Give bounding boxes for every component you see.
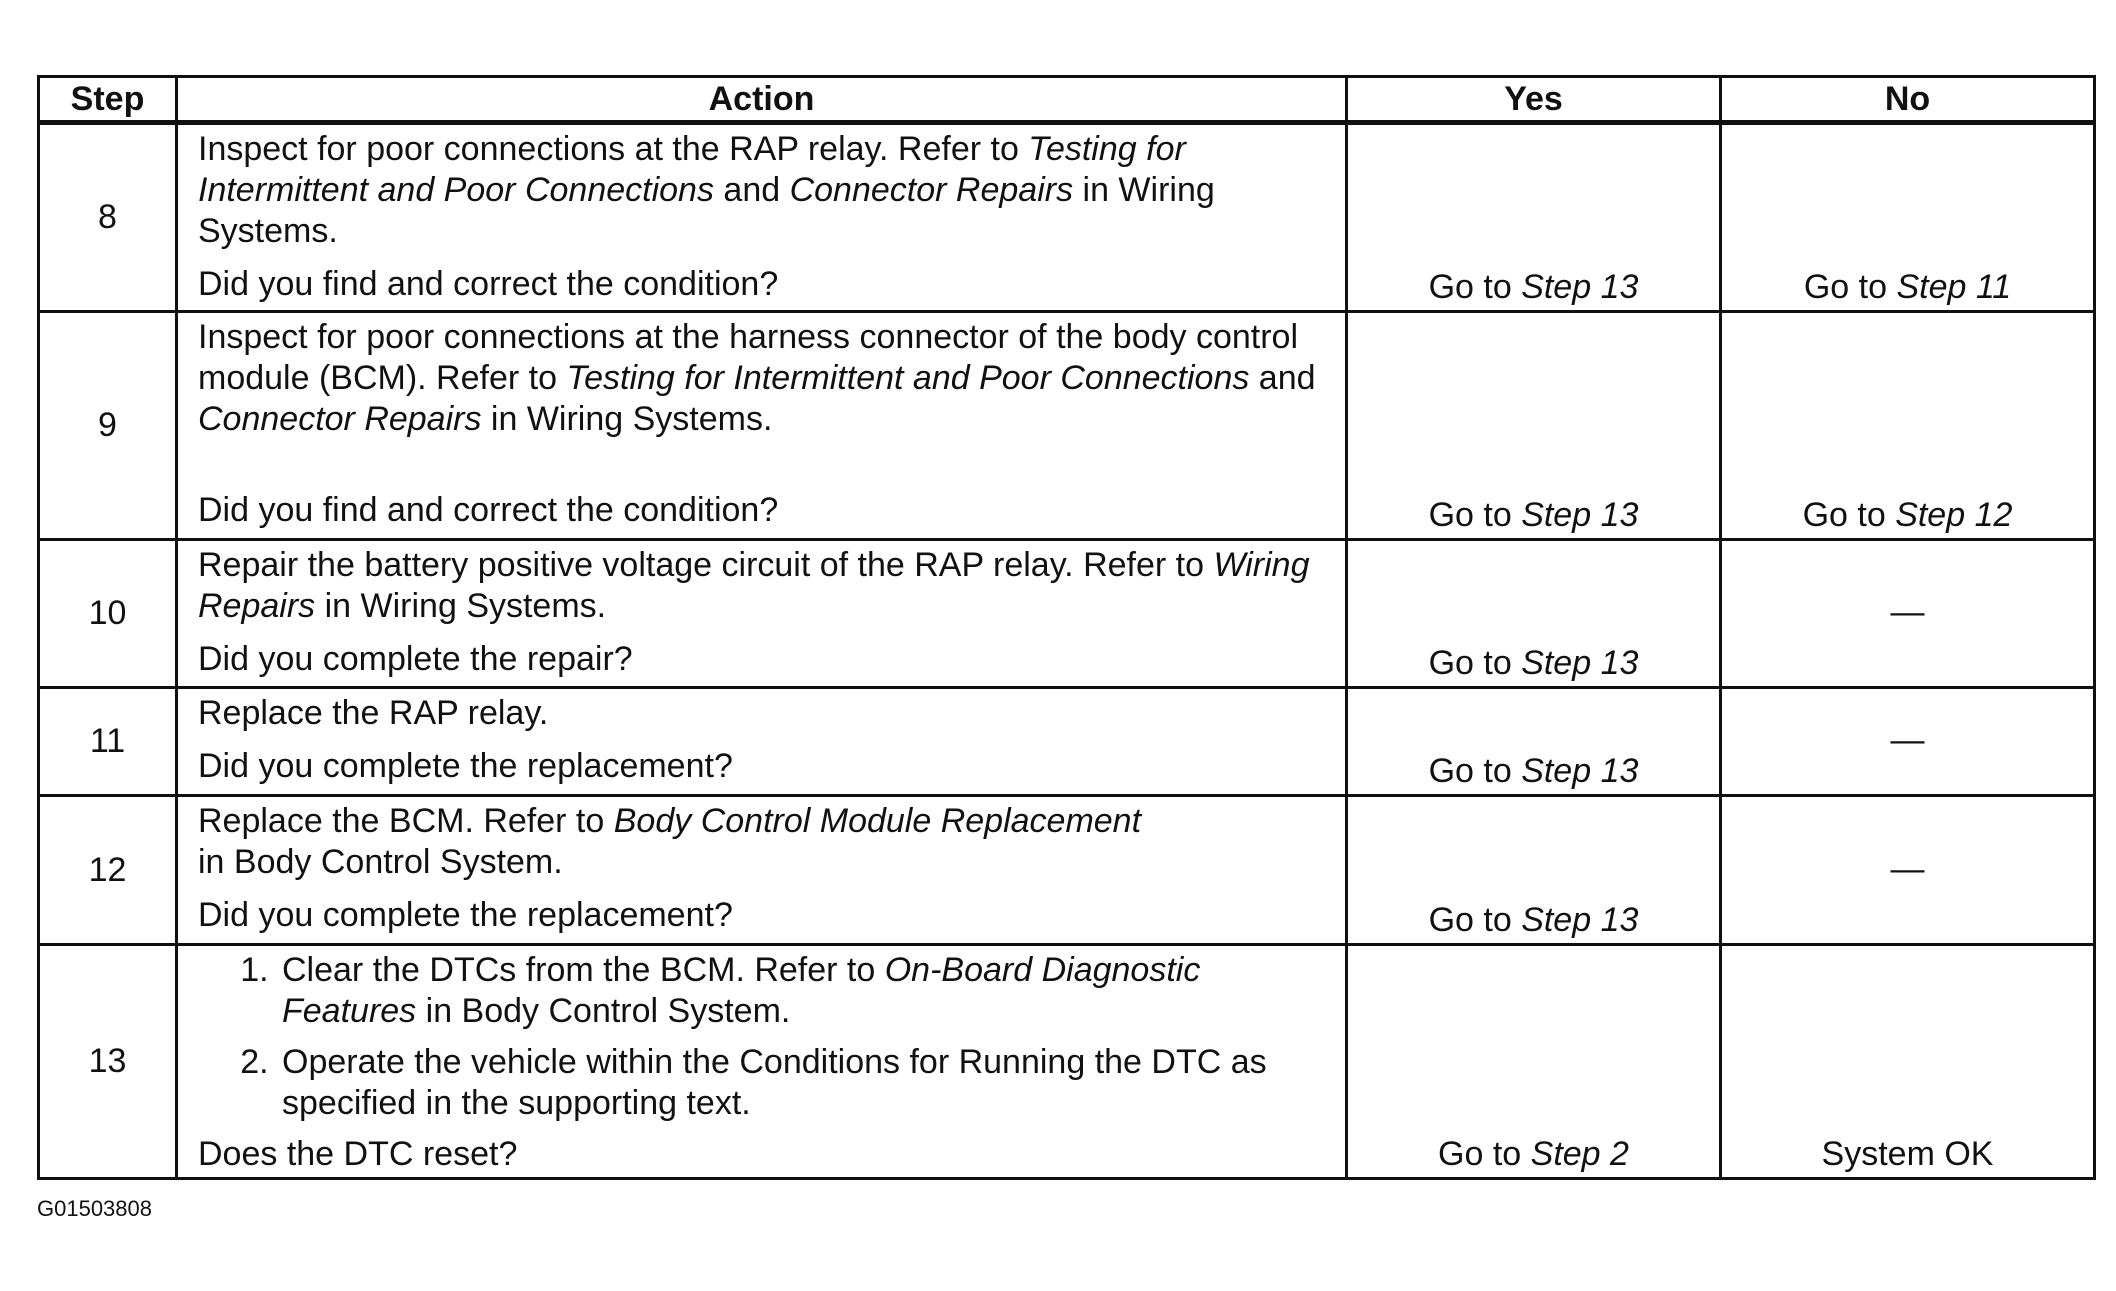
action-text: and	[1249, 359, 1316, 397]
action-cell	[177, 312, 1347, 540]
action-question: Did you find and correct the condition?	[198, 491, 779, 529]
yes-cell	[1347, 123, 1721, 312]
action-text: in Body Control System.	[416, 992, 791, 1030]
step-number: 10	[39, 540, 177, 688]
action-question: Did you complete the repair?	[198, 640, 633, 678]
no-cell	[1721, 123, 2095, 312]
yes-prefix: Go to	[1428, 752, 1522, 790]
table-row-step-11	[39, 688, 2095, 796]
figure-id: G01503808	[37, 1196, 152, 1221]
diagnostic-table	[37, 75, 2096, 1180]
step-number: 8	[39, 123, 177, 312]
action-text: in Body Control System.	[198, 843, 563, 881]
action-step-list	[198, 950, 1325, 1124]
action-list-item	[278, 950, 1325, 1032]
yes-step-link: Step 13	[1521, 496, 1639, 534]
step-number: 12	[39, 796, 177, 945]
table-row-step-8	[39, 123, 2095, 312]
no-dash: —	[1890, 593, 1925, 631]
no-prefix: Go to	[1802, 496, 1896, 534]
action-reference: Connector Repairs	[198, 400, 482, 438]
no-result: System OK	[1821, 1135, 1994, 1173]
action-reference: Wiring Repairs	[198, 546, 1310, 625]
yes-cell	[1347, 540, 1721, 688]
action-cell	[177, 796, 1347, 945]
step-number: 11	[39, 688, 177, 796]
yes-cell	[1347, 945, 1721, 1179]
table-row-step-10	[39, 540, 2095, 688]
step-number: 13	[39, 945, 177, 1179]
yes-step-link: Step 13	[1521, 644, 1639, 682]
table-header-row	[39, 77, 2095, 123]
no-step-link: Step 11	[1896, 268, 2012, 306]
action-text: Inspect for poor connections at the RAP relay. Refer to	[198, 130, 1029, 168]
yes-prefix: Go to	[1428, 901, 1522, 939]
header-action: Action	[177, 77, 1347, 123]
action-text: Operate the vehicle within the Conditions for Running the DTC as specified in the supporting text.	[282, 1043, 1267, 1122]
yes-cell	[1347, 312, 1721, 540]
action-question: Did you complete the replacement?	[198, 747, 733, 785]
yes-step-link: Step 2	[1530, 1135, 1629, 1173]
no-step-link: Step 12	[1895, 496, 2013, 534]
action-question: Did you complete the replacement?	[198, 896, 733, 934]
header-yes: Yes	[1347, 77, 1721, 123]
yes-prefix: Go to	[1438, 1135, 1531, 1173]
table-row-step-12	[39, 796, 2095, 945]
action-cell	[177, 123, 1347, 312]
yes-step-link: Step 13	[1521, 752, 1639, 790]
no-cell	[1721, 688, 2095, 796]
action-reference: Body Control Module Replacement	[613, 802, 1142, 840]
header-no: No	[1721, 77, 2095, 123]
yes-prefix: Go to	[1428, 268, 1522, 306]
table-row-step-9	[39, 312, 2095, 540]
no-cell	[1721, 796, 2095, 945]
action-text: Inspect for poor connections at the harness connector of the body control module (BCM). Refer to	[198, 318, 1299, 397]
table-row-step-13	[39, 945, 2095, 1179]
action-text: in Wiring Systems.	[315, 587, 607, 625]
action-question: Does the DTC reset?	[198, 1135, 518, 1173]
action-text: and	[713, 171, 790, 209]
action-reference: Connector Repairs	[789, 171, 1074, 209]
action-question: Did you find and correct the condition?	[198, 265, 779, 303]
header-step: Step	[39, 77, 177, 123]
no-dash: —	[1890, 721, 1925, 759]
action-reference: Testing for Intermittent and Poor Connections	[566, 359, 1250, 397]
action-text: Clear the DTCs from the BCM. Refer to	[282, 951, 885, 989]
action-reference: On-Board Diagnostic Features	[282, 951, 1201, 1030]
action-cell	[177, 540, 1347, 688]
action-cell	[177, 945, 1347, 1179]
no-dash: —	[1890, 849, 1925, 888]
no-cell	[1721, 945, 2095, 1179]
yes-cell	[1347, 796, 1721, 945]
action-cell	[177, 688, 1347, 796]
yes-step-link: Step 13	[1521, 268, 1639, 306]
no-prefix: Go to	[1803, 268, 1897, 306]
action-text: Replace the RAP relay.	[198, 694, 549, 732]
yes-step-link: Step 13	[1521, 901, 1639, 939]
action-text: Replace the BCM. Refer to	[198, 802, 614, 840]
no-cell	[1721, 540, 2095, 688]
yes-prefix: Go to	[1428, 496, 1522, 534]
yes-prefix: Go to	[1428, 644, 1522, 682]
step-number: 9	[39, 312, 177, 540]
yes-cell	[1347, 688, 1721, 796]
action-text: Repair the battery positive voltage circuit of the RAP relay. Refer to	[198, 546, 1214, 584]
action-text: in Wiring Systems.	[198, 171, 1215, 250]
action-text: in Wiring Systems.	[481, 400, 773, 438]
action-reference: Testing for Intermittent and Poor Connections	[198, 130, 1186, 209]
action-list-item	[278, 1042, 1325, 1124]
no-cell	[1721, 312, 2095, 540]
